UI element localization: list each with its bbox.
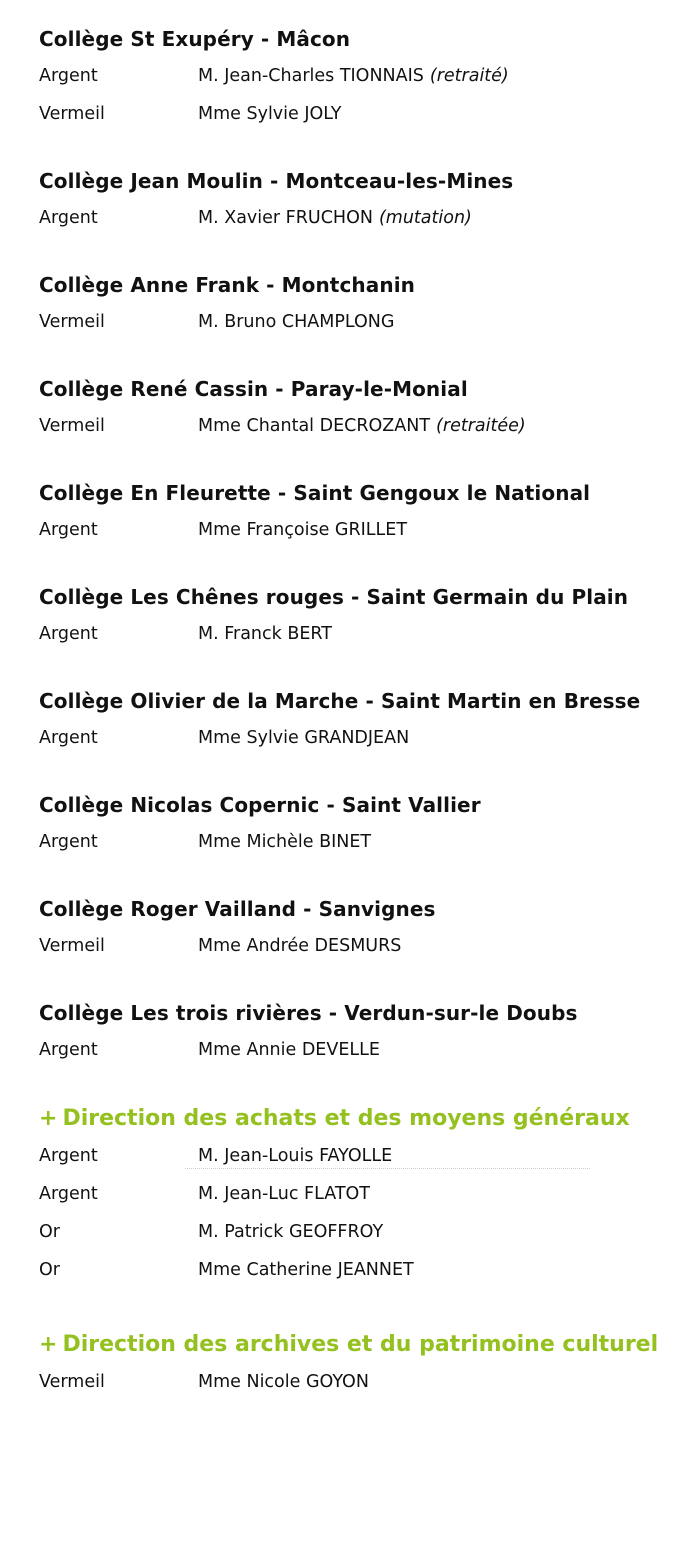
honoree-name: M. Jean-Louis FAYOLLE (198, 1146, 393, 1166)
medal-grade: Argent (39, 832, 98, 852)
college-section (39, 583, 679, 657)
honoree-row (39, 307, 679, 345)
college-title: Collège René Cassin - Paray-le-Monial (39, 377, 468, 401)
college-title: Collège Olivier de la Marche - Saint Martin en Bresse (39, 689, 641, 713)
college-section (39, 271, 679, 345)
honoree-name: Mme Michèle BINET (198, 832, 372, 852)
honoree-row (39, 1035, 679, 1073)
honoree-row (39, 1255, 679, 1293)
honoree-name: Mme Catherine JEANNET (198, 1260, 414, 1280)
medal-grade: Argent (39, 624, 98, 644)
honoree-name: Mme Nicole GOYON (198, 1372, 369, 1392)
college-title: Collège Les Chênes rouges - Saint Germain du Plain (39, 585, 629, 609)
medal-grade: Argent (39, 66, 98, 86)
college-section (39, 895, 679, 969)
honoree-row (39, 827, 679, 865)
direction-title-text: Direction des archives et du patrimoine culturel (62, 1332, 659, 1357)
honoree-row (39, 1141, 679, 1179)
college-title: Collège Jean Moulin - Montceau-les-Mines (39, 169, 514, 193)
honoree-name: Mme Annie DEVELLE (198, 1040, 380, 1060)
medal-grade: Vermeil (39, 416, 105, 436)
divider (185, 1168, 590, 1171)
medal-grade: Or (39, 1260, 60, 1280)
direction-title (39, 1329, 679, 1361)
honoree-note: (retraité) (429, 66, 509, 86)
honoree-row (39, 515, 679, 553)
medal-grade: Vermeil (39, 1372, 105, 1392)
honoree-note: (mutation) (378, 208, 472, 228)
college-section (39, 999, 679, 1073)
medal-grade: Argent (39, 520, 98, 540)
college-section (39, 375, 679, 449)
honoree-row (39, 1367, 679, 1405)
honoree-name: M. Franck BERT (198, 624, 332, 644)
direction-title-text: Direction des achats et des moyens généraux (62, 1106, 630, 1131)
direction-section (39, 1103, 679, 1293)
medal-grade: Or (39, 1222, 60, 1242)
plus-icon: + (39, 1332, 58, 1357)
college-section (39, 167, 679, 241)
college-title: Collège St Exupéry - Mâcon (39, 27, 351, 51)
honoree-name: M. Jean-Luc FLATOT (198, 1184, 370, 1204)
medal-grade: Argent (39, 728, 98, 748)
honoree-name: M. Xavier FRUCHON (198, 208, 373, 228)
honoree-name: Mme Sylvie GRANDJEAN (198, 728, 410, 748)
honoree-name: Mme Sylvie JOLY (198, 104, 342, 124)
college-section (39, 687, 679, 761)
college-section (39, 791, 679, 865)
honoree-row (39, 619, 679, 657)
honors-list (39, 25, 679, 1441)
honoree-name: Mme Chantal DECROZANT (198, 416, 431, 436)
honoree-name: M. Patrick GEOFFROY (198, 1222, 384, 1242)
plus-icon: + (39, 1106, 58, 1131)
honoree-row (39, 203, 679, 241)
honoree-name: M. Jean-Charles TIONNAIS (198, 66, 424, 86)
honoree-row (39, 411, 679, 449)
medal-grade: Argent (39, 1184, 98, 1204)
direction-section (39, 1329, 679, 1405)
medal-grade: Argent (39, 1146, 98, 1166)
honoree-row (39, 99, 679, 137)
honoree-row (39, 1179, 679, 1217)
medal-grade: Vermeil (39, 936, 105, 956)
college-title: Collège Roger Vailland - Sanvignes (39, 897, 436, 921)
college-title: Collège En Fleurette - Saint Gengoux le National (39, 481, 591, 505)
medal-grade: Vermeil (39, 312, 105, 332)
college-title: Collège Anne Frank - Montchanin (39, 273, 415, 297)
medal-grade: Argent (39, 1040, 98, 1060)
honoree-row (39, 723, 679, 761)
honoree-row (39, 1217, 679, 1255)
medal-grade: Vermeil (39, 104, 105, 124)
honoree-row (39, 61, 679, 99)
college-title: Collège Nicolas Copernic - Saint Vallier (39, 793, 481, 817)
college-section (39, 479, 679, 553)
direction-title (39, 1103, 679, 1135)
honoree-row (39, 931, 679, 969)
honoree-name: Mme Françoise GRILLET (198, 520, 408, 540)
honoree-name: M. Bruno CHAMPLONG (198, 312, 395, 332)
college-title: Collège Les trois rivières - Verdun-sur-le Doubs (39, 1001, 578, 1025)
medal-grade: Argent (39, 208, 98, 228)
honoree-note: (retraitée) (436, 416, 526, 436)
honoree-name: Mme Andrée DESMURS (198, 936, 402, 956)
college-section (39, 25, 679, 137)
